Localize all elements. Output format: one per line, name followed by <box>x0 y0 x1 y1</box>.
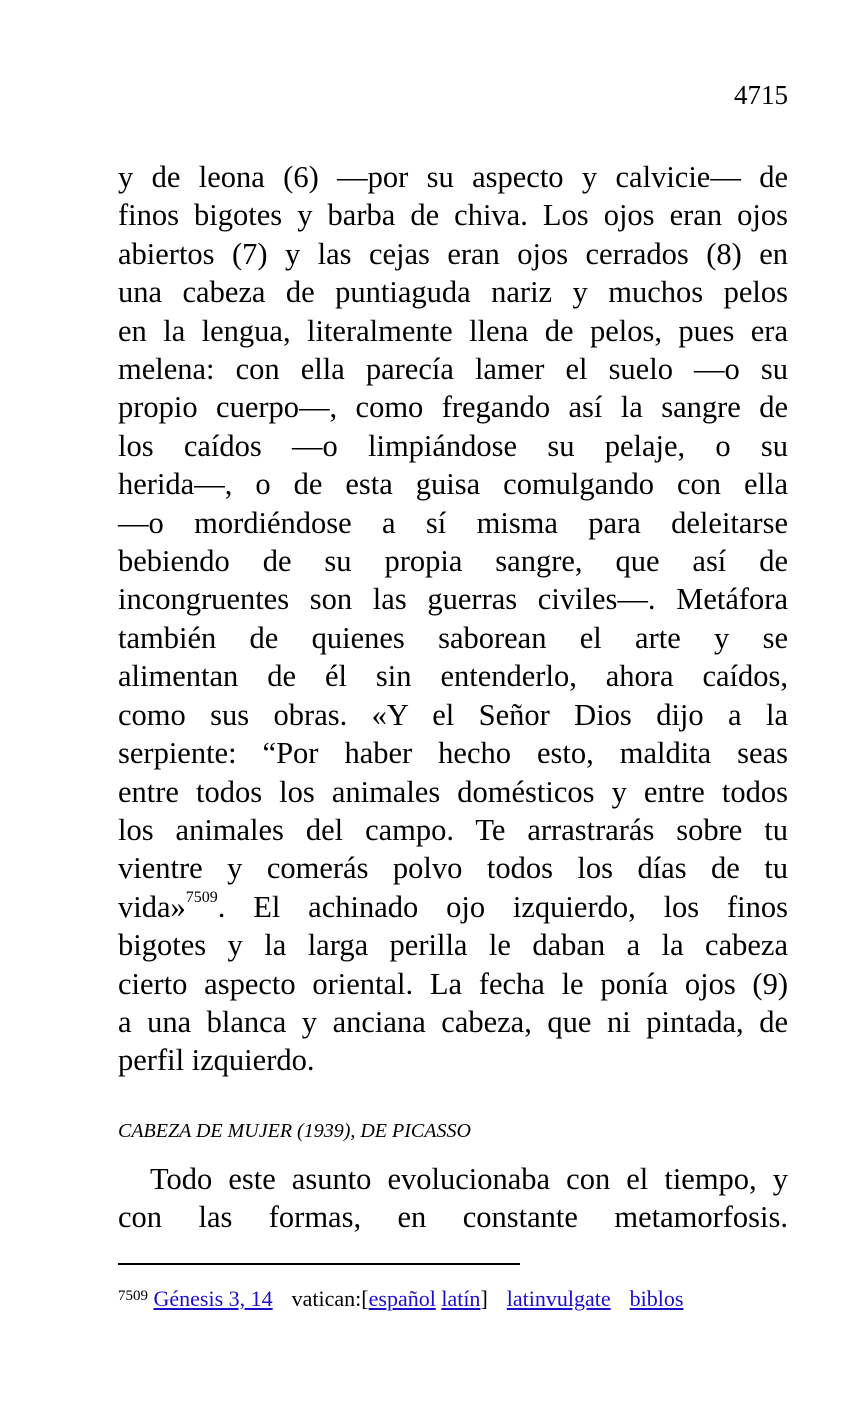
latin-link[interactable]: latín <box>441 1286 481 1311</box>
genesis-link[interactable]: Génesis 3, 14 <box>153 1286 273 1311</box>
text-line: —o mordiéndose a sí misma para deleitarse <box>118 505 788 540</box>
page-number: 4715 <box>734 80 788 110</box>
text-line: melena: con ella parecía lamer el suelo —o su <box>118 352 788 387</box>
bracket-close: ] <box>480 1286 488 1311</box>
text-line: propio cuerpo—, como fregando así la sangre de <box>118 390 788 425</box>
footnote-reference[interactable]: 7509 <box>185 888 218 906</box>
text-line: alimentan de él sin entenderlo, ahora caídos, <box>118 659 788 694</box>
section-paragraph <box>118 1160 788 1237</box>
text-line: entre todos los animales domésticos y entre todos <box>118 774 788 809</box>
text-line: a una blanca y anciana cabeza, que ni pintada, de <box>118 1004 788 1039</box>
text-line: perfil izquierdo. <box>118 1043 315 1078</box>
text-line: incongruentes son las guerras civiles—. Metáfora <box>118 582 788 617</box>
text-line: los caídos —o limpiándose su pelaje, o su <box>118 428 788 463</box>
footnote <box>118 1284 683 1317</box>
main-paragraph <box>118 158 788 1080</box>
text-line: Todo este asunto evolucionaba con el tiempo, y <box>150 1162 788 1196</box>
text-line: también de quienes saborean el arte y se <box>118 620 788 655</box>
text-line: bebiendo de su propia sangre, que así de <box>118 544 788 579</box>
text-line: y de leona (6) —por su aspecto y calvicie— de <box>118 160 788 194</box>
text-line: serpiente: “Por haber hecho esto, maldita seas <box>118 736 788 771</box>
text-line-with-footnote <box>118 888 788 926</box>
biblos-link[interactable]: biblos <box>629 1286 684 1311</box>
footnote-divider <box>118 1263 520 1265</box>
text-line: bigotes y la larga perilla le daban a la cabeza <box>118 928 788 963</box>
text-line: los animales del campo. Te arrastrarás sobre tu <box>118 812 788 847</box>
text-line: herida—, o de esta guisa comulgando con ella <box>118 467 788 502</box>
text-line: finos bigotes y barba de chiva. Los ojos eran ojos <box>118 198 788 233</box>
footnote-number: 7509 <box>118 1288 148 1304</box>
text-line: abiertos (7) y las cejas eran ojos cerrados (8) en <box>118 236 788 271</box>
text-line: vientre y comerás polvo todos los días de tu <box>118 851 788 886</box>
text-fragment: vida» <box>118 889 186 924</box>
text-line: una cabeza de puntiaguda nariz y muchos pelos <box>118 275 788 310</box>
text-line: con las formas, en constante metamorfosis. <box>118 1200 788 1235</box>
text-fragment: . El achinado ojo izquierdo, los finos <box>217 889 788 924</box>
section-heading: CABEZA DE MUJER (1939), DE PICASSO <box>118 1120 471 1142</box>
text-line: cierto aspecto oriental. La fecha le ponía ojos (9) <box>118 966 788 1001</box>
latinvulgate-link[interactable]: latinvulgate <box>506 1286 611 1311</box>
vatican-prefix: vatican:[ <box>291 1286 369 1311</box>
text-line: como sus obras. «Y el Señor Dios dijo a la <box>118 697 788 732</box>
text-line: en la lengua, literalmente llena de pelos, pues era <box>118 313 788 348</box>
espanol-link[interactable]: español <box>368 1286 436 1311</box>
